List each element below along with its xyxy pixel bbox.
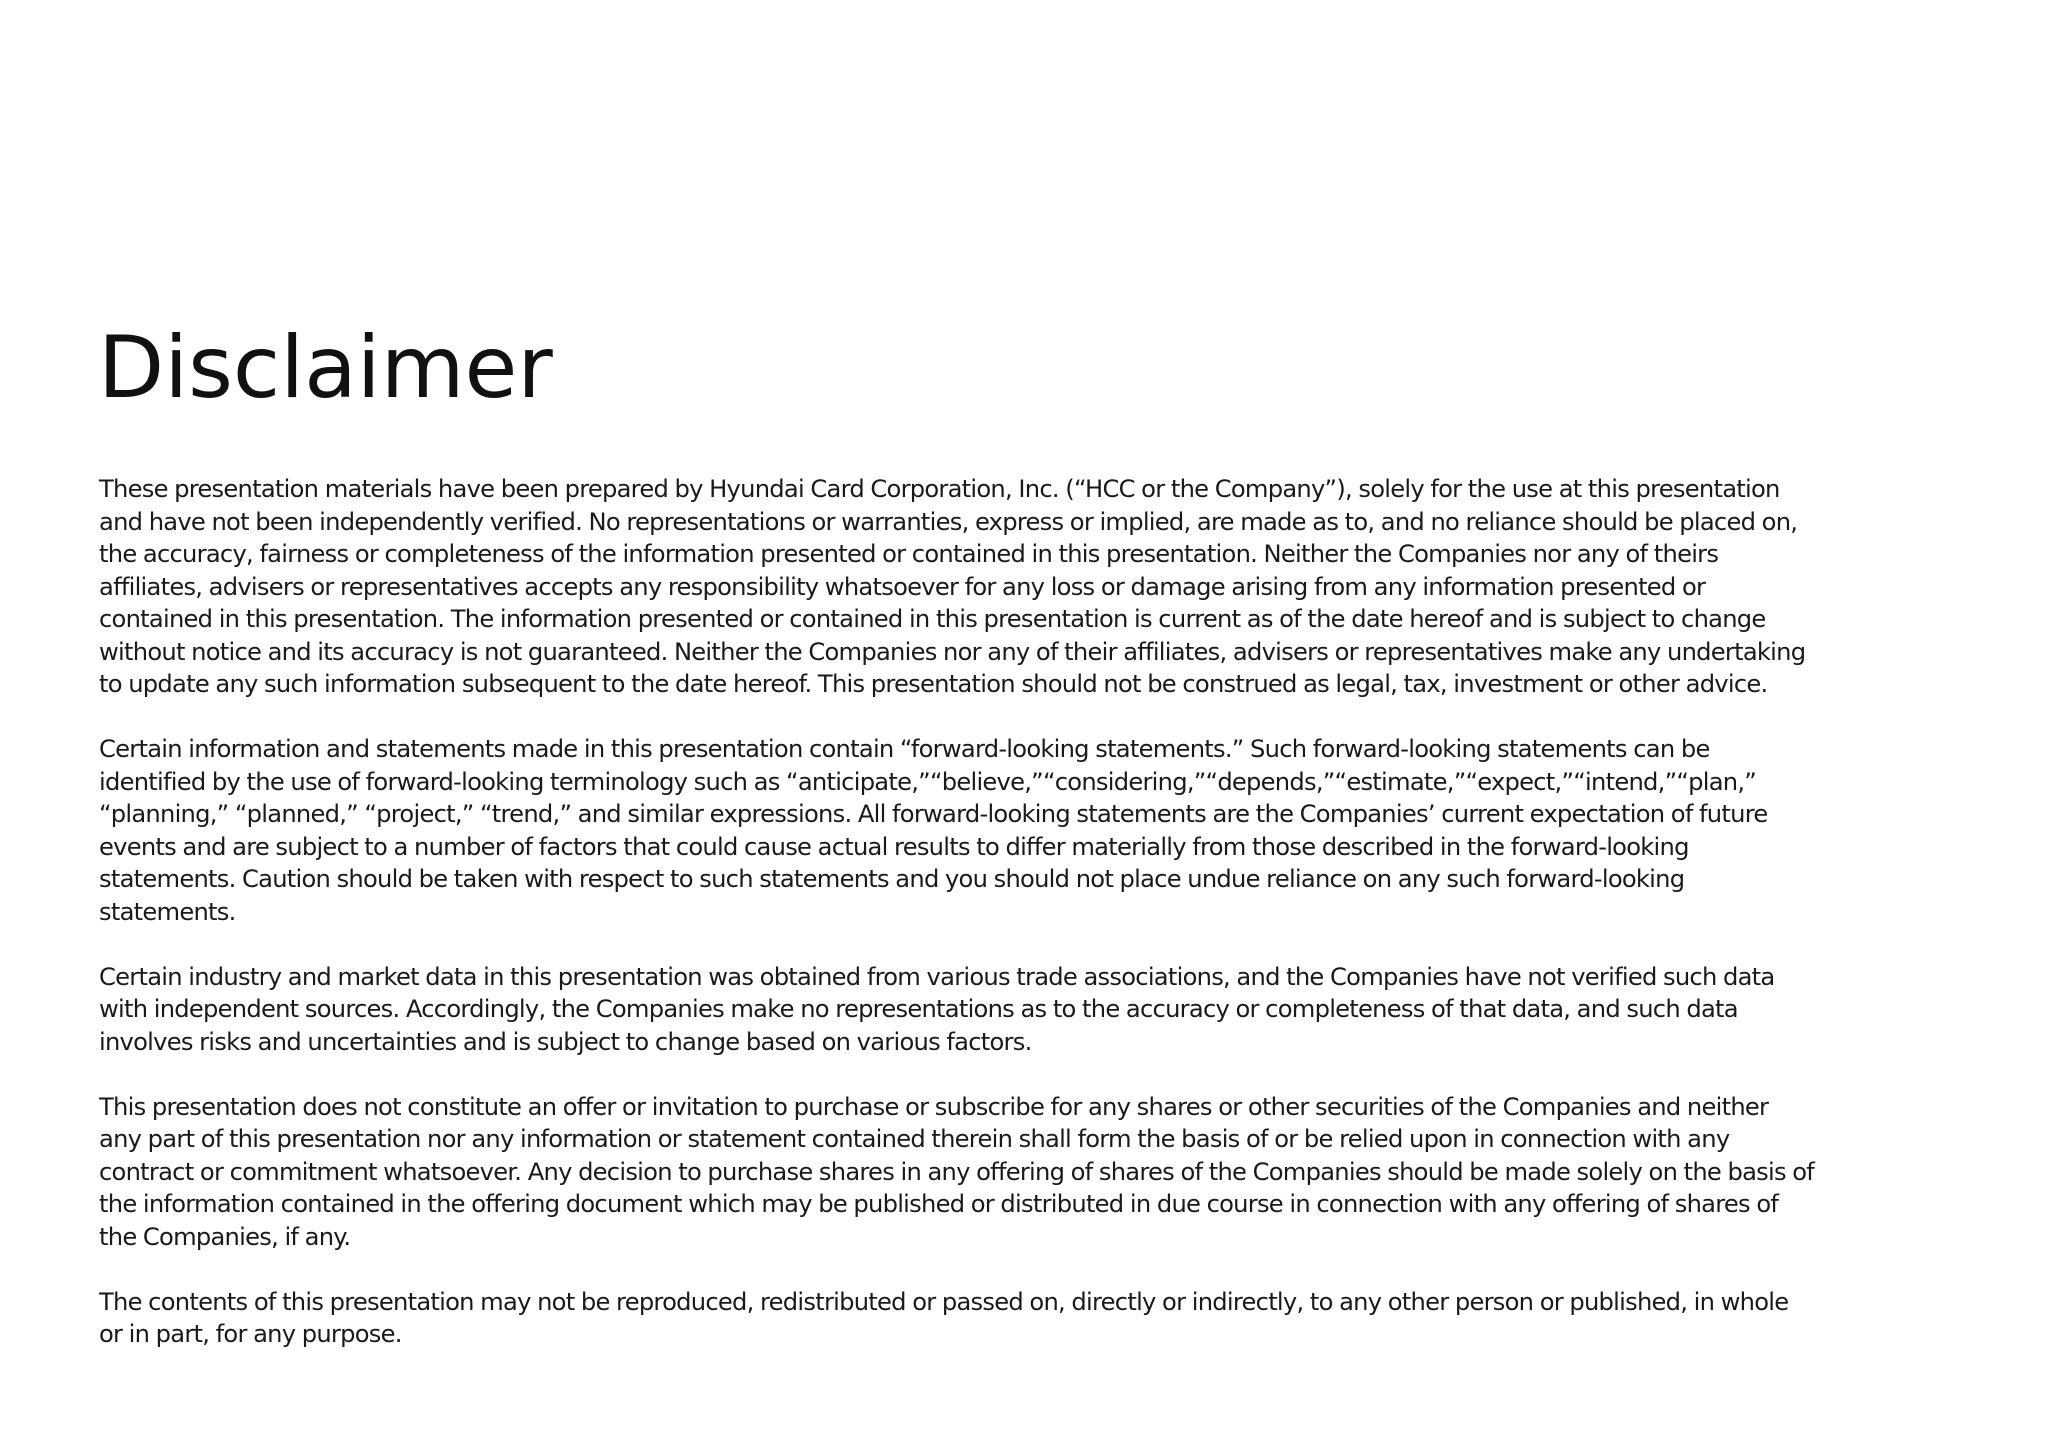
text-line: the information contained in the offering document which may be published or distributed in due course in connection with any offering of shares of	[99, 1190, 1779, 1218]
text-line: Certain industry and market data in this presentation was obtained from various trade associations, and the Companies have not verified such data	[99, 962, 1775, 991]
text-line: events and are subject to a number of factors that could cause actual results to differ materially from those described in the forward-looking	[99, 832, 1689, 861]
text-line: statements. Caution should be taken with respect to such statements and you should not place undue reliance on any such forward-looking	[99, 865, 1685, 893]
paragraph-no-reproduction	[99, 1286, 1989, 1351]
disclaimer-body	[99, 473, 1989, 1383]
text-line: involves risks and uncertainties and is subject to change based on various factors.	[99, 1027, 1032, 1056]
text-line: to update any such information subsequent to the date hereof. This presentation should not be construed as legal, tax, investment or other advice.	[99, 670, 1768, 698]
text-line: the accuracy, fairness or completeness of the information presented or contained in this presentation. Neither the Companies nor any of theirs	[99, 540, 1719, 568]
text-line: Certain information and statements made in this presentation contain “forward-looking statements.” Such forward-looking statements can be	[99, 735, 1710, 763]
text-line: the Companies, if any.	[99, 1222, 351, 1251]
text-line: without notice and its accuracy is not guaranteed. Neither the Companies nor any of their affiliates, advisers or representatives make any undertaking	[99, 637, 1806, 666]
paragraph-no-offer	[99, 1091, 1989, 1254]
text-line: The contents of this presentation may not be reproduced, redistributed or passed on, directly or indirectly, to any other person or published, in whole	[99, 1287, 1789, 1316]
text-line: any part of this presentation nor any information or statement contained therein shall form the basis of or be relied upon in connection with any	[99, 1125, 1730, 1153]
paragraph-preparation-notice	[99, 473, 1989, 701]
paragraph-market-data	[99, 961, 1989, 1059]
text-line: contract or commitment whatsoever. Any decision to purchase shares in any offering of shares of the Companies should be made solely on the basis of	[99, 1157, 1815, 1186]
text-line: or in part, for any purpose.	[99, 1320, 402, 1348]
text-line: with independent sources. Accordingly, the Companies make no representations as to the accuracy or completeness of that data, and such data	[99, 995, 1738, 1023]
text-line: identified by the use of forward-looking terminology such as “anticipate,”“believe,”“considering,”“depends,”“estimate,”“expect,”“intend,”“plan,”	[99, 767, 1757, 796]
text-line: statements.	[99, 897, 236, 926]
text-line: contained in this presentation. The information presented or contained in this presentation is current as of the date hereof and is subject to change	[99, 605, 1766, 633]
text-line: affiliates, advisers or representatives accepts any responsibility whatsoever for any loss or damage arising from any information presented or	[99, 572, 1706, 601]
text-line: These presentation materials have been prepared by Hyundai Card Corporation, Inc. (“HCC or the Company”), solely for the use at this presentation	[99, 475, 1780, 503]
text-line: and have not been independently verified. No representations or warranties, express or implied, are made as to, and no reliance should be placed on,	[99, 507, 1798, 536]
paragraph-forward-looking	[99, 733, 1989, 928]
text-line: This presentation does not constitute an offer or invitation to purchase or subscribe for any shares or other securities of the Companies and neither	[99, 1092, 1769, 1121]
text-line: “planning,” “planned,” “project,” “trend,” and similar expressions. All forward-looking statements are the Companies’ current expectation of future	[99, 800, 1768, 828]
page-title: Disclaimer	[98, 318, 553, 418]
